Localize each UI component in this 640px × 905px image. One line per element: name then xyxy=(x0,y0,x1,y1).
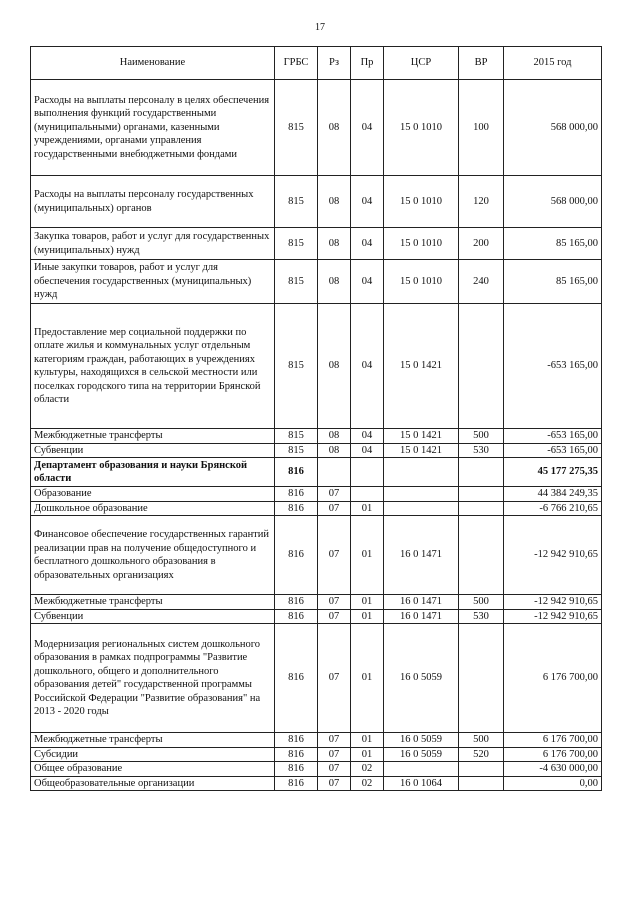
cell-pr: 02 xyxy=(351,776,384,791)
cell-pr: 01 xyxy=(351,516,384,595)
cell-csr xyxy=(384,762,459,777)
cell-pr: 04 xyxy=(351,304,384,429)
cell-grbs: 815 xyxy=(275,260,318,304)
cell-name: Дошкольное образование xyxy=(31,501,275,516)
cell-amount: 0,00 xyxy=(504,776,602,791)
cell-vr: 530 xyxy=(459,609,504,624)
header-vr: ВР xyxy=(459,47,504,80)
cell-amount: 6 176 700,00 xyxy=(504,624,602,733)
header-rz: Рз xyxy=(318,47,351,80)
cell-rz: 07 xyxy=(318,776,351,791)
cell-grbs: 816 xyxy=(275,776,318,791)
cell-csr xyxy=(384,487,459,502)
cell-amount: -653 165,00 xyxy=(504,429,602,444)
cell-grbs: 816 xyxy=(275,609,318,624)
table-row xyxy=(31,228,602,260)
cell-csr: 16 0 1471 xyxy=(384,516,459,595)
cell-csr xyxy=(384,458,459,487)
cell-amount: -653 165,00 xyxy=(504,443,602,458)
cell-grbs: 816 xyxy=(275,624,318,733)
cell-vr: 200 xyxy=(459,228,504,260)
cell-csr: 15 0 1010 xyxy=(384,176,459,228)
cell-amount: -4 630 000,00 xyxy=(504,762,602,777)
cell-pr: 02 xyxy=(351,762,384,777)
cell-rz: 07 xyxy=(318,733,351,748)
cell-grbs: 816 xyxy=(275,595,318,610)
cell-pr: 01 xyxy=(351,609,384,624)
cell-grbs: 815 xyxy=(275,304,318,429)
cell-csr: 15 0 1421 xyxy=(384,304,459,429)
cell-rz: 07 xyxy=(318,501,351,516)
cell-vr: 100 xyxy=(459,80,504,176)
cell-pr: 01 xyxy=(351,733,384,748)
cell-name: Межбюджетные трансферты xyxy=(31,595,275,610)
cell-amount: -6 766 210,65 xyxy=(504,501,602,516)
cell-rz: 08 xyxy=(318,228,351,260)
cell-rz: 07 xyxy=(318,595,351,610)
cell-name: Межбюджетные трансферты xyxy=(31,733,275,748)
table-row xyxy=(31,609,602,624)
cell-grbs: 815 xyxy=(275,80,318,176)
cell-vr xyxy=(459,304,504,429)
cell-amount: 44 384 249,35 xyxy=(504,487,602,502)
table-row xyxy=(31,501,602,516)
cell-name: Предоставление мер социальной поддержки по оплате жилья и коммунальных услуг отдельным категориям граждан, работающих в учреждениях культуры, находящихся в сельской местности или поселках городского типа на территории Брянской области xyxy=(31,304,275,429)
cell-rz: 08 xyxy=(318,80,351,176)
cell-amount: -653 165,00 xyxy=(504,304,602,429)
cell-vr: 120 xyxy=(459,176,504,228)
header-pr: Пр xyxy=(351,47,384,80)
cell-name: Департамент образования и науки Брянской области xyxy=(31,458,275,487)
cell-name: Субвенции xyxy=(31,609,275,624)
cell-csr: 16 0 5059 xyxy=(384,624,459,733)
cell-amount: 568 000,00 xyxy=(504,80,602,176)
cell-rz: 08 xyxy=(318,176,351,228)
cell-vr xyxy=(459,776,504,791)
cell-name: Расходы на выплаты персоналу в целях обеспечения выполнения функций государственными (муниципальными) органами, казенными учреждениями, органами управления государственными внебюджетными фондами xyxy=(31,80,275,176)
cell-csr: 15 0 1010 xyxy=(384,80,459,176)
cell-amount: 85 165,00 xyxy=(504,228,602,260)
cell-pr: 01 xyxy=(351,747,384,762)
cell-rz: 08 xyxy=(318,443,351,458)
cell-name: Иные закупки товаров, работ и услуг для обеспечения государственных (муниципальных) нужд xyxy=(31,260,275,304)
cell-amount: -12 942 910,65 xyxy=(504,516,602,595)
table-row xyxy=(31,487,602,502)
cell-name: Субвенции xyxy=(31,443,275,458)
cell-rz: 08 xyxy=(318,304,351,429)
cell-pr: 04 xyxy=(351,429,384,444)
cell-name: Межбюджетные трансферты xyxy=(31,429,275,444)
header-grbs: ГРБС xyxy=(275,47,318,80)
table-row xyxy=(31,429,602,444)
cell-pr: 04 xyxy=(351,260,384,304)
cell-amount: 45 177 275,35 xyxy=(504,458,602,487)
cell-pr: 04 xyxy=(351,176,384,228)
cell-rz: 07 xyxy=(318,609,351,624)
cell-name: Общеобразовательные организации xyxy=(31,776,275,791)
cell-grbs: 816 xyxy=(275,733,318,748)
cell-rz: 08 xyxy=(318,260,351,304)
cell-csr: 16 0 1064 xyxy=(384,776,459,791)
cell-rz: 07 xyxy=(318,624,351,733)
cell-vr: 500 xyxy=(459,429,504,444)
cell-vr xyxy=(459,624,504,733)
table-row xyxy=(31,595,602,610)
cell-pr: 01 xyxy=(351,624,384,733)
cell-name: Образование xyxy=(31,487,275,502)
cell-name: Закупка товаров, работ и услуг для государственных (муниципальных) нужд xyxy=(31,228,275,260)
cell-grbs: 816 xyxy=(275,747,318,762)
cell-rz: 07 xyxy=(318,762,351,777)
cell-amount: -12 942 910,65 xyxy=(504,595,602,610)
cell-amount: 568 000,00 xyxy=(504,176,602,228)
cell-vr: 500 xyxy=(459,595,504,610)
cell-vr: 500 xyxy=(459,733,504,748)
cell-grbs: 816 xyxy=(275,762,318,777)
cell-grbs: 816 xyxy=(275,458,318,487)
table-row xyxy=(31,443,602,458)
cell-csr: 15 0 1010 xyxy=(384,260,459,304)
cell-amount: -12 942 910,65 xyxy=(504,609,602,624)
table-row xyxy=(31,260,602,304)
page-number: 17 xyxy=(315,22,325,33)
table-header-row xyxy=(31,47,602,80)
cell-csr xyxy=(384,501,459,516)
cell-csr: 16 0 1471 xyxy=(384,609,459,624)
cell-vr xyxy=(459,516,504,595)
table-row xyxy=(31,733,602,748)
table-row xyxy=(31,176,602,228)
table-row xyxy=(31,747,602,762)
cell-grbs: 815 xyxy=(275,429,318,444)
table-row xyxy=(31,624,602,733)
cell-rz: 07 xyxy=(318,747,351,762)
cell-grbs: 816 xyxy=(275,516,318,595)
cell-name: Модернизация региональных систем дошкольного образования в рамках подпрограммы "Развитие дошкольного, общего и дополнительного образования детей" государственной программы Российской Федерации "Развитие образования" на 2013 - 2020 годы xyxy=(31,624,275,733)
cell-amount: 6 176 700,00 xyxy=(504,747,602,762)
cell-pr: 01 xyxy=(351,501,384,516)
cell-vr: 520 xyxy=(459,747,504,762)
cell-pr: 04 xyxy=(351,80,384,176)
header-year: 2015 год xyxy=(504,47,602,80)
cell-name: Общее образование xyxy=(31,762,275,777)
cell-vr: 530 xyxy=(459,443,504,458)
cell-vr xyxy=(459,501,504,516)
cell-grbs: 816 xyxy=(275,501,318,516)
cell-vr xyxy=(459,458,504,487)
cell-csr: 16 0 5059 xyxy=(384,733,459,748)
table-row xyxy=(31,304,602,429)
table-row xyxy=(31,80,602,176)
cell-pr xyxy=(351,458,384,487)
budget-table xyxy=(30,46,602,791)
cell-csr: 15 0 1421 xyxy=(384,429,459,444)
cell-rz: 07 xyxy=(318,487,351,502)
cell-rz: 08 xyxy=(318,429,351,444)
cell-pr: 01 xyxy=(351,595,384,610)
cell-vr xyxy=(459,487,504,502)
cell-csr: 16 0 1471 xyxy=(384,595,459,610)
cell-pr: 04 xyxy=(351,443,384,458)
cell-vr xyxy=(459,762,504,777)
table-row xyxy=(31,762,602,777)
cell-pr xyxy=(351,487,384,502)
cell-grbs: 815 xyxy=(275,176,318,228)
cell-csr: 15 0 1421 xyxy=(384,443,459,458)
cell-grbs: 815 xyxy=(275,443,318,458)
cell-name: Финансовое обеспечение государственных гарантий реализации прав на получение общедоступного и бесплатного дошкольного образования в образовательных организациях xyxy=(31,516,275,595)
cell-pr: 04 xyxy=(351,228,384,260)
header-csr: ЦСР xyxy=(384,47,459,80)
table-row xyxy=(31,516,602,595)
cell-rz xyxy=(318,458,351,487)
cell-vr: 240 xyxy=(459,260,504,304)
cell-amount: 85 165,00 xyxy=(504,260,602,304)
cell-name: Расходы на выплаты персоналу государственных (муниципальных) органов xyxy=(31,176,275,228)
table-row xyxy=(31,776,602,791)
header-name: Наименование xyxy=(31,47,275,80)
cell-grbs: 815 xyxy=(275,228,318,260)
cell-name: Субсидии xyxy=(31,747,275,762)
cell-rz: 07 xyxy=(318,516,351,595)
cell-csr: 15 0 1010 xyxy=(384,228,459,260)
table-row xyxy=(31,458,602,487)
cell-grbs: 816 xyxy=(275,487,318,502)
cell-amount: 6 176 700,00 xyxy=(504,733,602,748)
cell-csr: 16 0 5059 xyxy=(384,747,459,762)
